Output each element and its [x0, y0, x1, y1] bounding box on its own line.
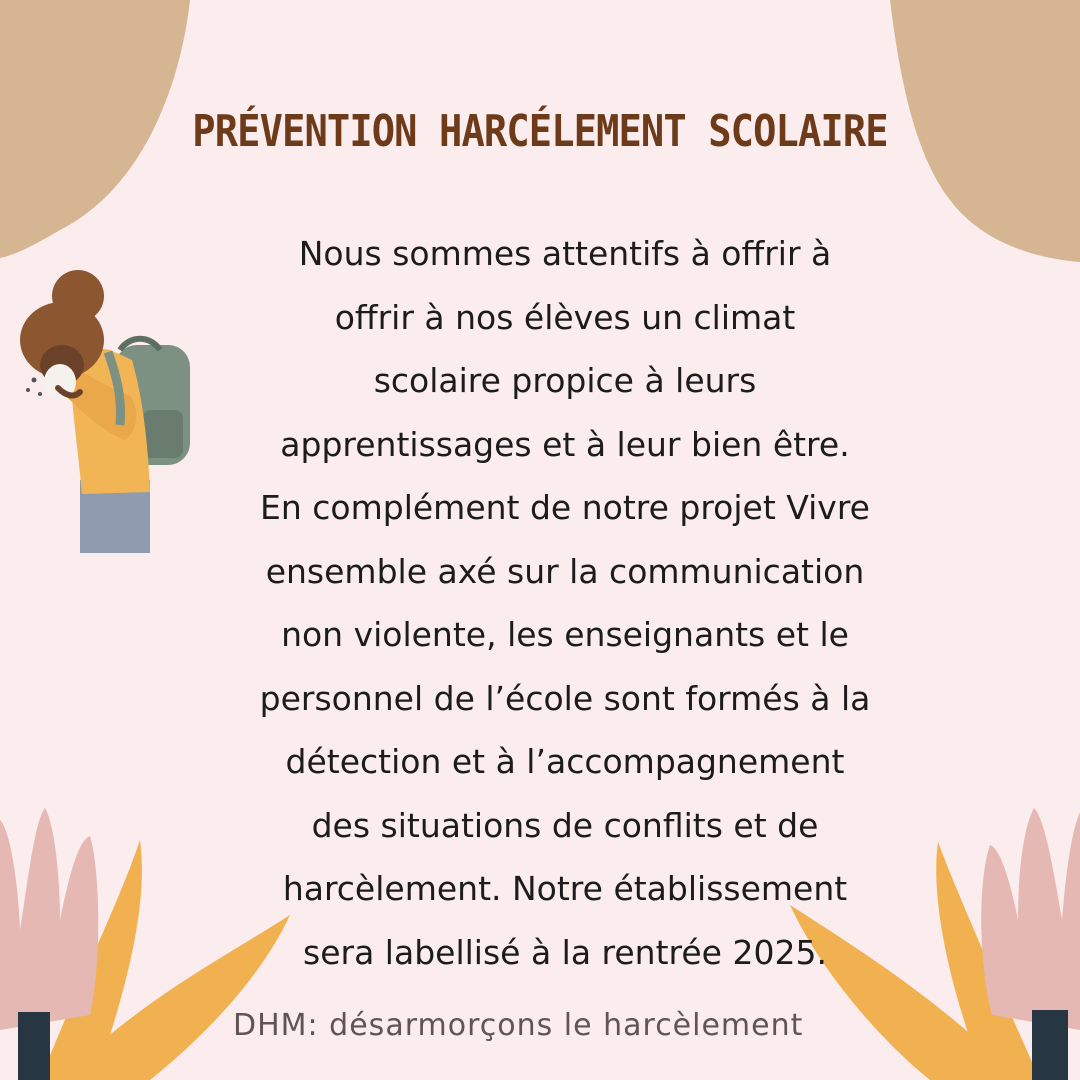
body-line: harcèlement. Notre établissement	[282, 869, 848, 908]
body-line: personnel de l’école sont formés à la	[259, 678, 871, 718]
left-flower	[0, 808, 98, 1030]
body-line: ensemble axé sur la communication	[265, 551, 865, 591]
body-line: apprentissages et à leur bien être.	[280, 424, 850, 464]
body-line: En complément de notre projet Vivre	[260, 488, 870, 527]
body-line: scolaire propice à leurs	[373, 361, 757, 400]
body-line: sera labellisé à la rentrée 2025.	[303, 932, 827, 972]
body-text	[195, 222, 935, 984]
page-title: PRÉVENTION HARCÉLEMENT SCOLAIRE	[192, 106, 888, 157]
body-line: Nous sommes attentifs à offrir à	[298, 234, 832, 273]
right-flower	[981, 808, 1080, 1030]
body-line: détection et à l’accompagnement	[285, 742, 845, 781]
body-line: offrir à nos élèves un climat	[334, 297, 796, 337]
body-line: non violente, les enseignants et le	[281, 615, 849, 654]
body-line: des situations de conflits et de	[311, 805, 819, 845]
footer-text: DHM: désarmorçons le harcèlement	[233, 1008, 804, 1043]
